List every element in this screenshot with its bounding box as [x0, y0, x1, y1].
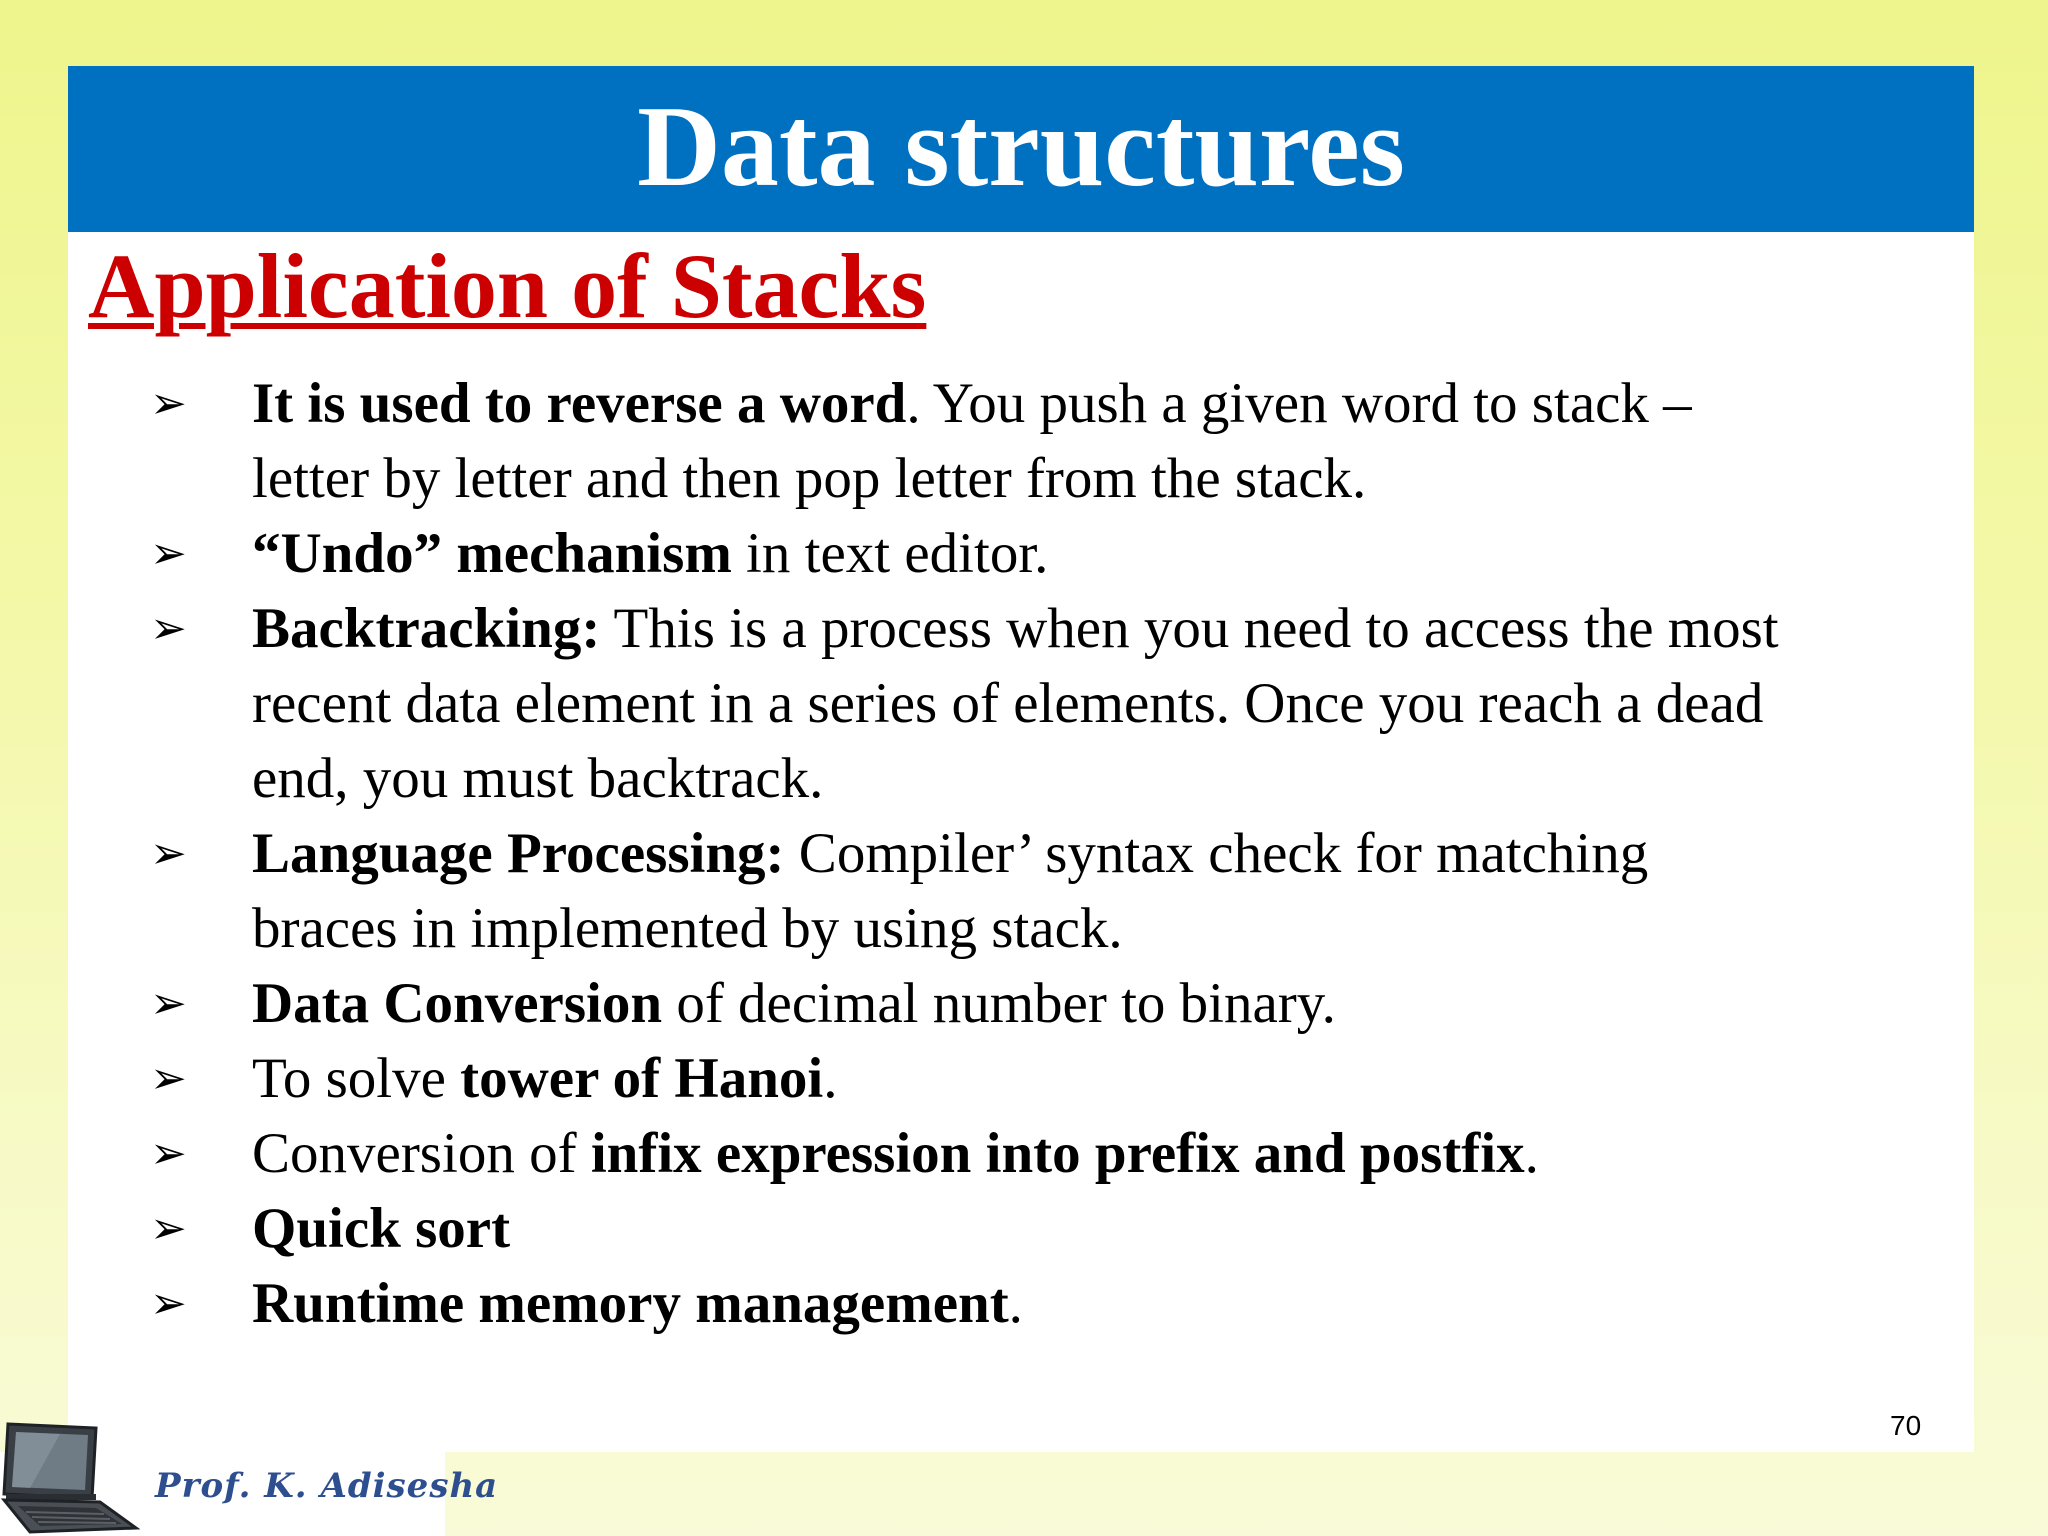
bullet-item: [150, 516, 1950, 591]
bullet-text-bold: Runtime memory management: [252, 1272, 1009, 1335]
arrow-bullet-icon: ➢: [150, 978, 187, 1029]
bullet-text-bold: “Undo” mechanism: [252, 522, 732, 585]
laptop-icon: [0, 1420, 140, 1536]
bullet-text-bold: infix expression into prefix and postfix: [590, 1122, 1525, 1185]
bullet-text: in text editor.: [731, 522, 1049, 585]
bullet-text-bold: Data Conversion: [252, 972, 663, 1035]
bullet-text: Compiler’ syntax check for matching: [784, 822, 1649, 885]
arrow-bullet-icon: ➢: [150, 603, 187, 654]
bullet-item: [150, 366, 1950, 516]
bullet-item: [150, 1191, 1950, 1266]
bullet-text: .: [1524, 1122, 1539, 1185]
bullet-text-bold: Backtracking:: [252, 597, 601, 660]
bullet-item: [150, 1041, 1950, 1116]
bullet-item: [150, 1266, 1950, 1341]
bullet-text: .: [823, 1047, 838, 1110]
bullet-item: [150, 966, 1950, 1041]
bullet-text: .: [1008, 1272, 1023, 1335]
bullet-text-bold: It is used to reverse a word: [252, 372, 907, 435]
page-number: 70: [1890, 1410, 1922, 1441]
bullet-item: [150, 1116, 1950, 1191]
arrow-bullet-icon: ➢: [150, 1203, 187, 1254]
bullet-item: [150, 591, 1950, 816]
arrow-bullet-icon: ➢: [150, 528, 187, 579]
arrow-bullet-icon: ➢: [150, 378, 187, 429]
bullet-text: Conversion of: [252, 1122, 591, 1185]
bullet-text: To solve: [252, 1047, 461, 1110]
arrow-bullet-icon: ➢: [150, 1128, 187, 1179]
bullet-text: braces in implemented by using stack.: [252, 897, 1123, 960]
arrow-bullet-icon: ➢: [150, 828, 187, 879]
bullet-text: of decimal number to binary.: [662, 972, 1336, 1035]
bullet-text: This is a process when you need to access the most: [600, 597, 1779, 660]
arrow-bullet-icon: ➢: [150, 1053, 187, 1104]
bullet-text-bold: Quick sort: [252, 1197, 511, 1260]
title-bar: [68, 66, 1974, 232]
bullet-text: . You push a given word to stack –: [906, 372, 1692, 435]
bullet-list: [150, 366, 1950, 1341]
bullet-text: recent data element in a series of elements. Once you reach a dead: [252, 672, 1764, 735]
bullet-text: letter by letter and then pop letter from the stack.: [252, 447, 1367, 510]
slide-title: Data structures: [637, 83, 1405, 211]
bullet-item: [150, 816, 1950, 966]
bullet-text: end, you must backtrack.: [252, 747, 824, 810]
footer-author: Prof. K. Adisesha: [155, 1466, 499, 1506]
bullet-text-bold: tower of Hanoi: [460, 1047, 824, 1110]
section-heading: Application of Stacks: [88, 235, 927, 337]
arrow-bullet-icon: ➢: [150, 1278, 187, 1329]
bullet-text-bold: Language Processing:: [252, 822, 785, 885]
